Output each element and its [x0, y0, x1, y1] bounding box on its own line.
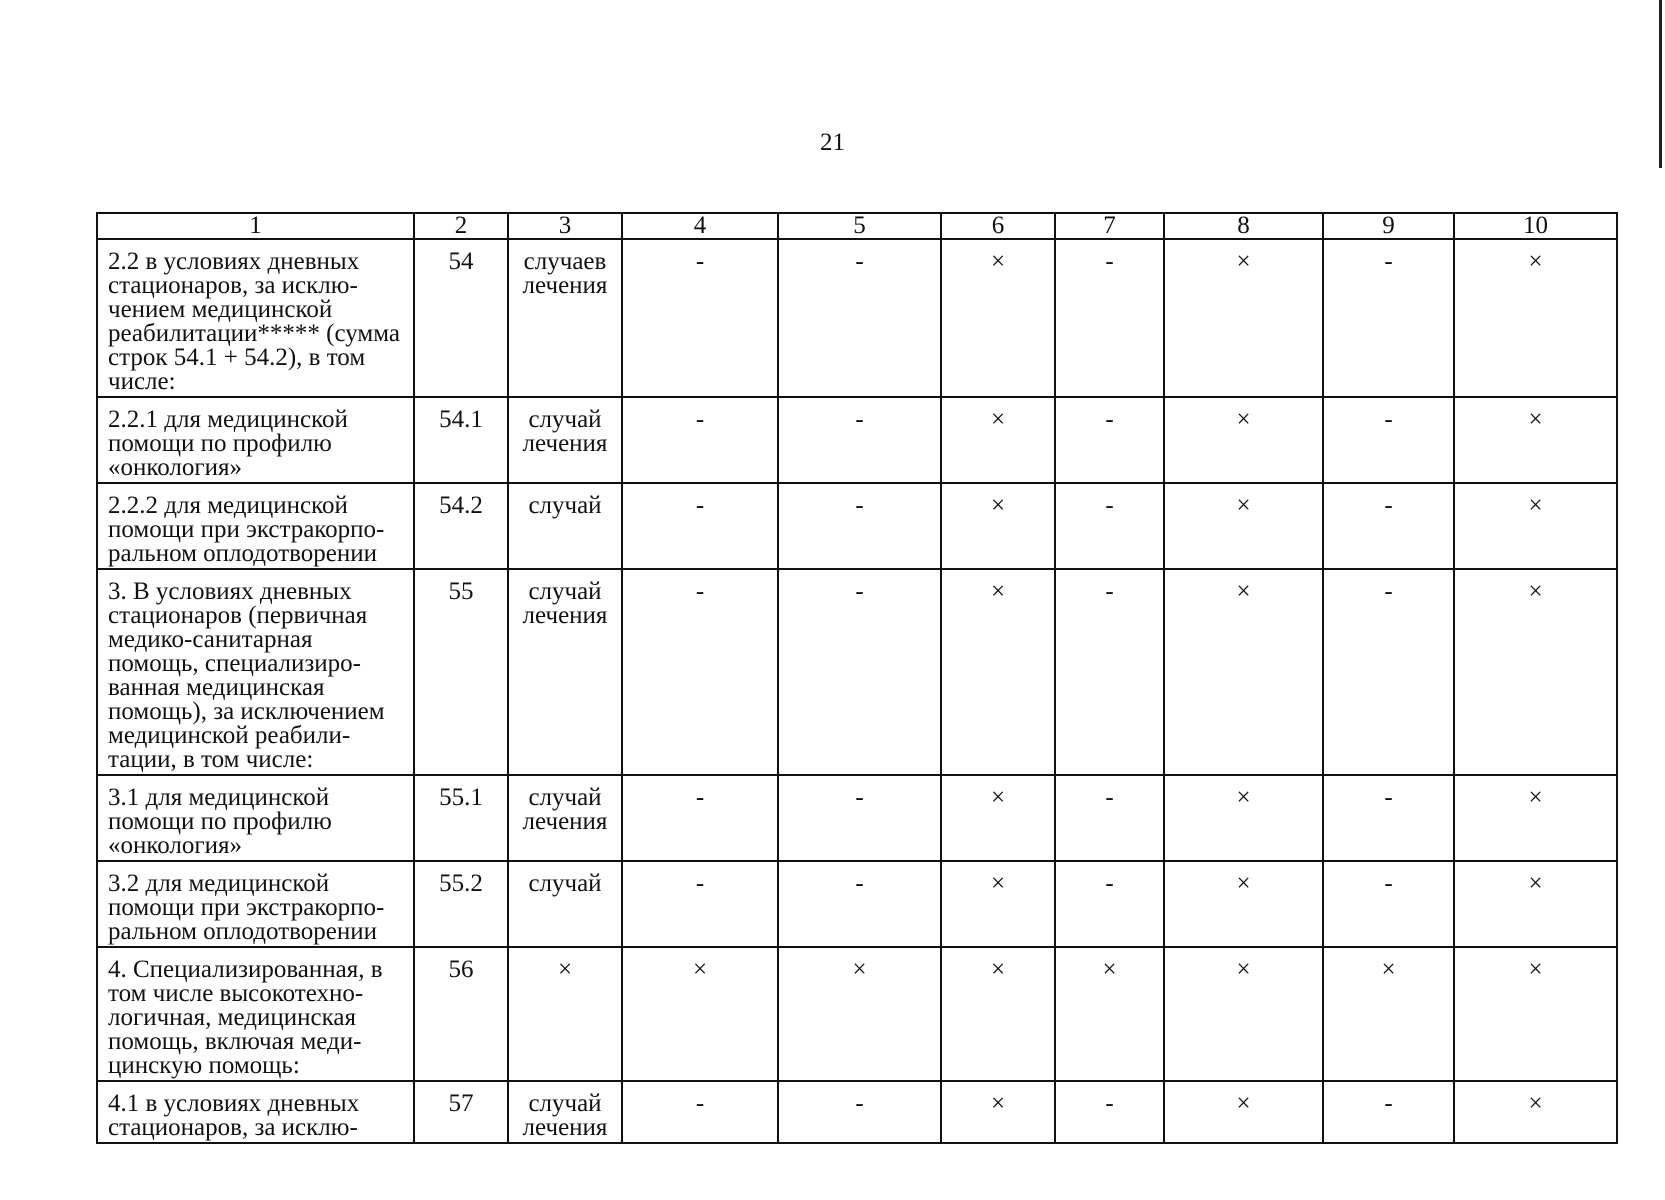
- row-code: 57: [414, 1081, 508, 1143]
- cell-col-6: ×: [941, 775, 1055, 861]
- cell-col-5: -: [778, 1081, 941, 1143]
- cell-col-7: -: [1055, 569, 1164, 775]
- data-table: [96, 212, 1618, 1144]
- row-code: 55: [414, 569, 508, 775]
- table-row: [97, 569, 1617, 775]
- cell-col-8: ×: [1164, 947, 1323, 1081]
- cell-col-10: ×: [1454, 239, 1617, 397]
- row-unit: случай лечения: [508, 1081, 622, 1143]
- cell-col-7: -: [1055, 775, 1164, 861]
- cell-col-10: ×: [1454, 483, 1617, 569]
- cell-col-7: -: [1055, 1081, 1164, 1143]
- row-code: 56: [414, 947, 508, 1081]
- cell-col-7: -: [1055, 397, 1164, 483]
- cell-col-8: ×: [1164, 483, 1323, 569]
- column-header: 8: [1164, 213, 1323, 239]
- cell-col-6: ×: [941, 947, 1055, 1081]
- cell-col-10: ×: [1454, 861, 1617, 947]
- cell-col-10: ×: [1454, 947, 1617, 1081]
- cell-col-4: ×: [622, 947, 778, 1081]
- cell-col-7: ×: [1055, 947, 1164, 1081]
- row-unit: ×: [508, 947, 622, 1081]
- row-unit: случай лечения: [508, 775, 622, 861]
- cell-col-10: ×: [1454, 569, 1617, 775]
- cell-col-10: ×: [1454, 1081, 1617, 1143]
- column-header: 6: [941, 213, 1055, 239]
- cell-col-9: -: [1323, 569, 1454, 775]
- table-row: [97, 1081, 1617, 1143]
- cell-col-8: ×: [1164, 861, 1323, 947]
- column-header: 4: [622, 213, 778, 239]
- cell-col-9: ×: [1323, 947, 1454, 1081]
- column-header: 10: [1454, 213, 1617, 239]
- cell-col-5: -: [778, 483, 941, 569]
- cell-col-4: -: [622, 483, 778, 569]
- row-unit: случай: [508, 483, 622, 569]
- header-row: [97, 213, 1617, 239]
- row-unit: случаев лечения: [508, 239, 622, 397]
- cell-col-8: ×: [1164, 775, 1323, 861]
- cell-col-8: ×: [1164, 239, 1323, 397]
- cell-col-5: -: [778, 397, 941, 483]
- cell-col-5: -: [778, 775, 941, 861]
- table-row: [97, 775, 1617, 861]
- cell-col-4: -: [622, 775, 778, 861]
- table-row: [97, 397, 1617, 483]
- column-header: 9: [1323, 213, 1454, 239]
- table-row: [97, 861, 1617, 947]
- cell-col-6: ×: [941, 397, 1055, 483]
- cell-col-9: -: [1323, 861, 1454, 947]
- cell-col-5: -: [778, 861, 941, 947]
- cell-col-9: -: [1323, 1081, 1454, 1143]
- cell-col-4: -: [622, 861, 778, 947]
- cell-col-6: ×: [941, 1081, 1055, 1143]
- cell-col-4: -: [622, 239, 778, 397]
- row-description: 2.2 в условиях дневных стационаров, за исклю-чением медицинской реабилитации***** (сумма строк 54.1 + 54.2), в том числе:: [97, 239, 414, 397]
- row-code: 54.2: [414, 483, 508, 569]
- row-description: 3. В условиях дневных стационаров (первичная медико-санитарная помощь, специализиро-ванная медицинская помощь), за исключением медицинской реабили-тации, в том числе:: [97, 569, 414, 775]
- cell-col-7: -: [1055, 861, 1164, 947]
- row-code: 55.2: [414, 861, 508, 947]
- cell-col-4: -: [622, 397, 778, 483]
- cell-col-9: -: [1323, 397, 1454, 483]
- cell-col-6: ×: [941, 239, 1055, 397]
- row-unit: случай лечения: [508, 569, 622, 775]
- cell-col-7: -: [1055, 239, 1164, 397]
- column-header: 1: [97, 213, 414, 239]
- cell-col-9: -: [1323, 239, 1454, 397]
- row-code: 54.1: [414, 397, 508, 483]
- cell-col-9: -: [1323, 775, 1454, 861]
- row-unit: случай лечения: [508, 397, 622, 483]
- cell-col-10: ×: [1454, 775, 1617, 861]
- column-header: 7: [1055, 213, 1164, 239]
- row-code: 55.1: [414, 775, 508, 861]
- cell-col-5: ×: [778, 947, 941, 1081]
- column-header: 3: [508, 213, 622, 239]
- cell-col-4: -: [622, 569, 778, 775]
- row-description: 2.2.2 для медицинской помощи при экстракорпо-ральном оплодотворении: [97, 483, 414, 569]
- row-description: 4. Специализированная, в том числе высокотехно-логичная, медицинская помощь, включая меди-цинскую помощь:: [97, 947, 414, 1081]
- cell-col-8: ×: [1164, 1081, 1323, 1143]
- cell-col-8: ×: [1164, 397, 1323, 483]
- row-description: 2.2.1 для медицинской помощи по профилю «онкология»: [97, 397, 414, 483]
- cell-col-7: -: [1055, 483, 1164, 569]
- cell-col-4: -: [622, 1081, 778, 1143]
- scan-edge-line: [1659, 0, 1662, 168]
- column-header: 2: [414, 213, 508, 239]
- table-row: [97, 947, 1617, 1081]
- cell-col-10: ×: [1454, 397, 1617, 483]
- row-description: 3.1 для медицинской помощи по профилю «онкология»: [97, 775, 414, 861]
- column-header: 5: [778, 213, 941, 239]
- row-description: 4.1 в условиях дневных стационаров, за исклю-: [97, 1081, 414, 1143]
- table-row: [97, 483, 1617, 569]
- cell-col-5: -: [778, 239, 941, 397]
- cell-col-9: -: [1323, 483, 1454, 569]
- cell-col-6: ×: [941, 861, 1055, 947]
- table-row: [97, 239, 1617, 397]
- cell-col-8: ×: [1164, 569, 1323, 775]
- page-number: 21: [820, 129, 845, 156]
- row-unit: случай: [508, 861, 622, 947]
- row-description: 3.2 для медицинской помощи при экстракорпо-ральном оплодотворении: [97, 861, 414, 947]
- row-code: 54: [414, 239, 508, 397]
- cell-col-5: -: [778, 569, 941, 775]
- cell-col-6: ×: [941, 483, 1055, 569]
- cell-col-6: ×: [941, 569, 1055, 775]
